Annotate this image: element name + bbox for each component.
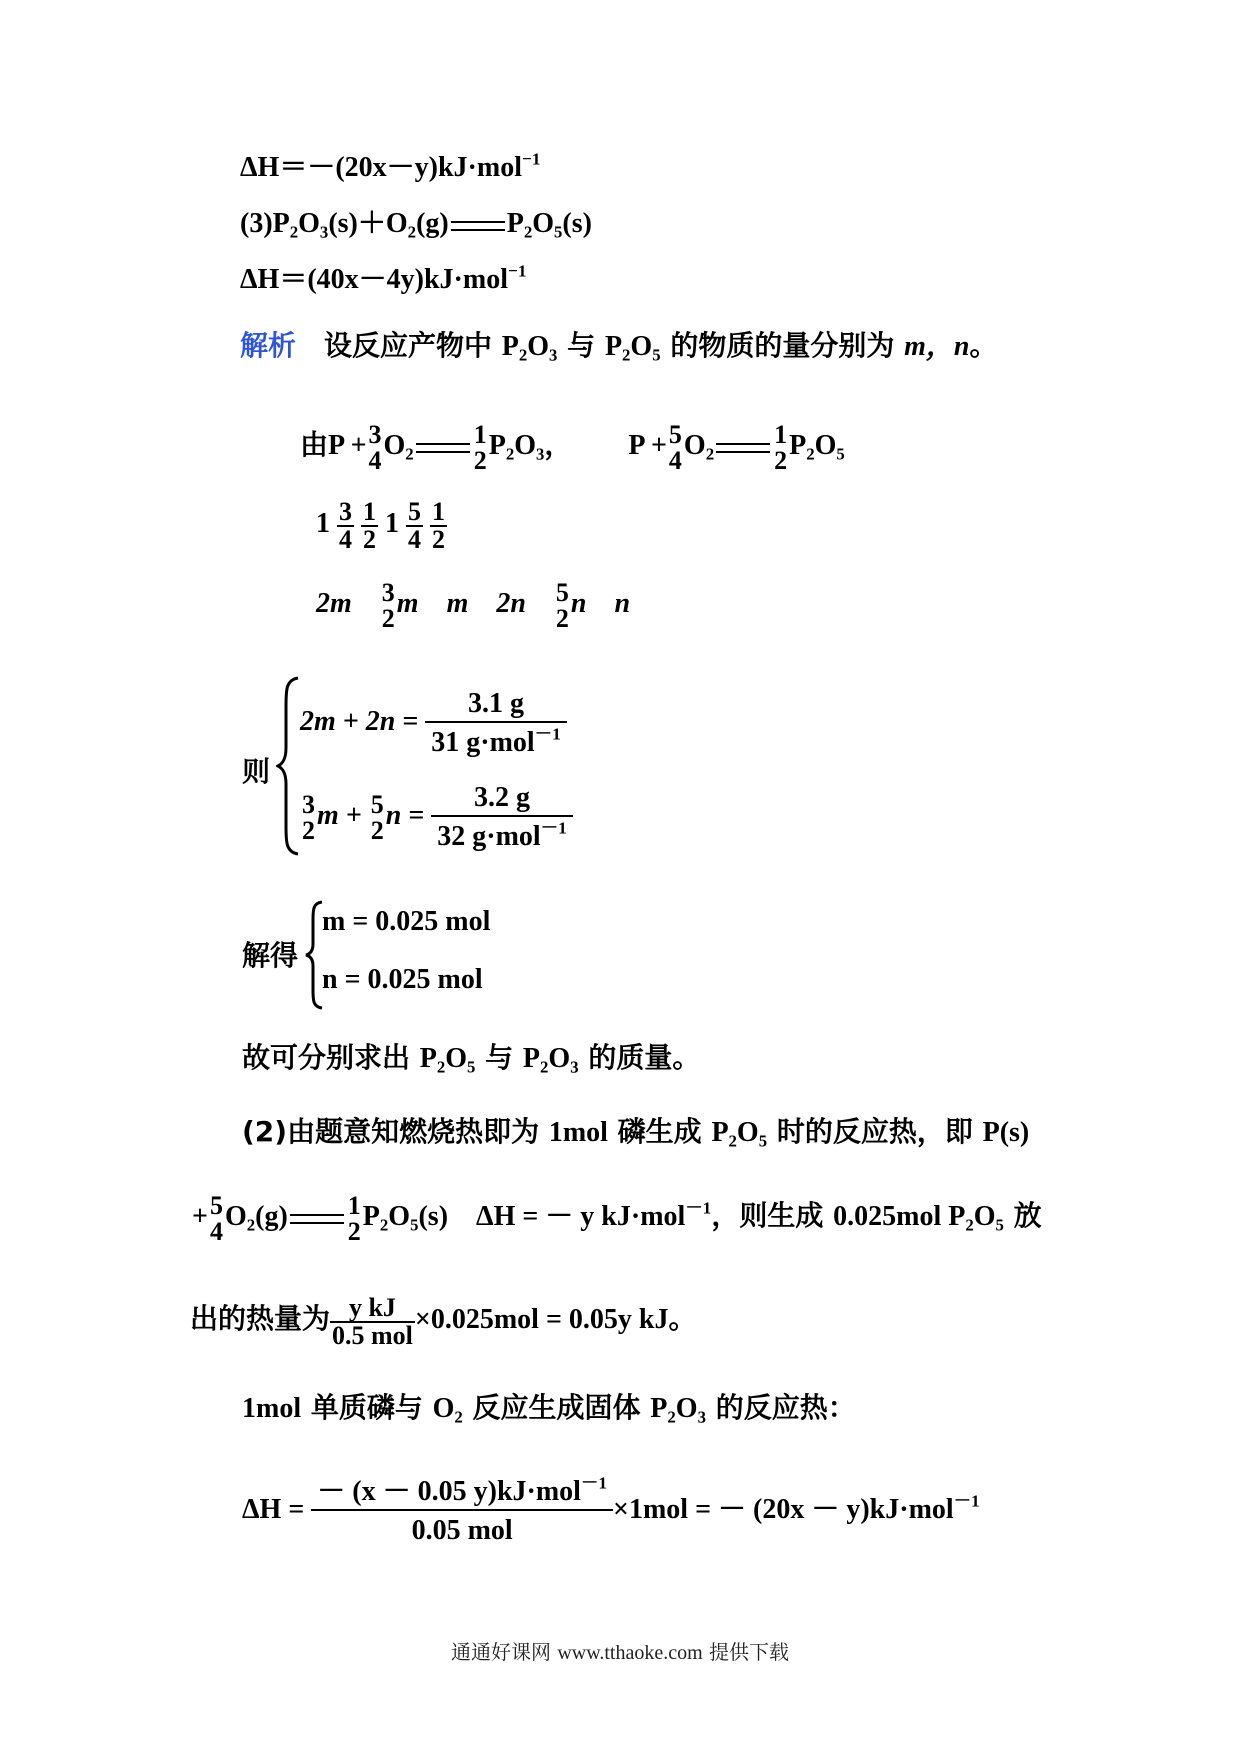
part3-d: 反应生成固体 bbox=[462, 1391, 651, 1424]
eq-prefix: 由 bbox=[300, 428, 329, 461]
conclusion-text-b: 与 bbox=[475, 1041, 523, 1074]
system-eq1-lhs: 2m + 2n = bbox=[300, 706, 419, 737]
mol-f: n bbox=[614, 588, 631, 619]
coef-3: $\frac{1}{2}$ bbox=[363, 496, 376, 554]
eq2-o2: O₂ bbox=[683, 430, 715, 461]
analysis-formula-2: P₂O₅ bbox=[604, 331, 661, 362]
system-eq2-var-a: m + bbox=[317, 800, 362, 831]
conclusion-formula-2: P₂O₃ bbox=[522, 1043, 579, 1074]
system-eq2-var-b: n = bbox=[385, 800, 425, 831]
part2-l1-f: P(s) bbox=[982, 1117, 1030, 1148]
eq2-frac-1: 5 4 bbox=[668, 419, 682, 475]
eq2-frac-2: 1 2 bbox=[774, 419, 788, 475]
conclusion-text-c: 的质量。 bbox=[578, 1041, 701, 1074]
reaction-arrow bbox=[451, 221, 505, 231]
system-prefix: 则 bbox=[242, 755, 271, 788]
analysis-text-d: 。 bbox=[969, 329, 998, 362]
part2-l1-b: 1mol bbox=[548, 1117, 608, 1148]
part3-a: 1mol bbox=[242, 1393, 302, 1424]
part2-delta-h-sup: －1 bbox=[685, 1198, 712, 1218]
final-rhs: ×1mol = － (20x － y)kJ·mol bbox=[613, 1494, 954, 1525]
part3-e: P₂O₃ bbox=[650, 1393, 706, 1424]
conclusion-text-a: 故可分别求出 bbox=[242, 1041, 420, 1074]
analysis-line bbox=[240, 328, 997, 365]
part2-l1-d: P₂O₅ bbox=[711, 1117, 768, 1148]
analysis-text-c: 的物质的量分别为 bbox=[660, 329, 905, 362]
system-eq-1 bbox=[300, 682, 567, 762]
footer-download-text: 提供下载 bbox=[709, 1640, 790, 1664]
mol-b-var: m bbox=[396, 588, 419, 619]
solve-brace bbox=[304, 900, 324, 1010]
conclusion-formula-1: P₂O₅ bbox=[419, 1043, 476, 1074]
analysis-text-a: 设反应产物中 bbox=[324, 329, 502, 362]
equation-row bbox=[300, 415, 845, 475]
system-eq2-frac-a: 3 2 bbox=[302, 789, 315, 845]
delta-h-3-sup: −1 bbox=[508, 261, 527, 281]
part2-line-2 bbox=[192, 1184, 1042, 1248]
analysis-formula-1: P₂O₃ bbox=[501, 331, 558, 362]
part2-plus: + bbox=[192, 1201, 208, 1232]
part2-l1-e: 时的反应热，即 bbox=[767, 1115, 983, 1148]
delta-h-1-text: ΔH＝－(20x－y)kJ·mol bbox=[240, 152, 522, 183]
part2-l2-d: 放 bbox=[1003, 1199, 1042, 1232]
system-eq2-frac: $\frac{3.2 g}{32 g\cdot mol^{-1}}$ bbox=[431, 784, 573, 851]
analysis-text-b: 与 bbox=[557, 329, 605, 362]
analysis-label: 解析 bbox=[240, 329, 297, 362]
final-frac: $\frac{- (x - 0.05 y)kJ\cdot mol^{-1}}{\text{0.05 mol}}$ bbox=[311, 1478, 613, 1545]
mol-a: 2m bbox=[316, 588, 352, 619]
part3-line bbox=[242, 1390, 856, 1427]
part2-l1-c: 磷生成 bbox=[607, 1115, 712, 1148]
solve-n: n = 0.025 mol bbox=[322, 964, 483, 995]
eq1-arrow bbox=[416, 443, 470, 453]
delta-h-1-sup: −1 bbox=[522, 149, 541, 169]
coef-4: 1 bbox=[385, 508, 399, 539]
footer-url[interactable]: www.tthaoke.com bbox=[557, 1642, 703, 1664]
mol-e-var: n bbox=[570, 588, 587, 619]
eq2-product: P₂O₅ bbox=[789, 430, 845, 461]
reaction-3-label: (3) bbox=[240, 208, 273, 239]
part2-l2-b: ，则生成 bbox=[711, 1199, 834, 1232]
reaction-3-p2o5: P₂O₅(s) bbox=[506, 208, 592, 239]
part2-l3-a: 出的热量为 bbox=[190, 1302, 331, 1335]
eq1-product: P₂O₃， bbox=[488, 430, 573, 461]
part3-f: 的反应热： bbox=[705, 1391, 856, 1424]
part2-line-3 bbox=[190, 1284, 697, 1354]
part2-line-1 bbox=[242, 1114, 1029, 1151]
part3-c: O₂ bbox=[432, 1393, 463, 1424]
part2-heat-frac: $\frac{\text{y kJ}}{\text{0.5 mol}}$ bbox=[332, 1292, 413, 1350]
final-rhs-sup: －1 bbox=[953, 1491, 980, 1511]
mol-c: m bbox=[446, 588, 469, 619]
eq1-lhs: P + bbox=[328, 430, 367, 461]
analysis-vars: m，n bbox=[904, 331, 970, 362]
reaction-3 bbox=[240, 206, 592, 242]
coefficient-row bbox=[316, 494, 447, 554]
eq2-arrow bbox=[716, 443, 770, 453]
eq1-frac-2: 1 2 bbox=[473, 419, 487, 475]
reaction-3-plus: ＋ bbox=[357, 208, 386, 239]
page-footer bbox=[0, 1636, 1240, 1665]
conclusion-line bbox=[242, 1040, 700, 1077]
part2-product: P₂O₅(s) bbox=[362, 1201, 449, 1232]
coef-2: $\frac{3}{4}$ bbox=[339, 496, 352, 554]
system-eq2-frac-b: 5 2 bbox=[370, 789, 384, 845]
part2-l1-a: (2)由题意知燃烧热即为 bbox=[242, 1115, 549, 1148]
part2-l3-b: ×0.025mol = 0.05y kJ。 bbox=[414, 1304, 697, 1335]
mol-row bbox=[316, 574, 630, 634]
coef-5: $\frac{5}{4}$ bbox=[408, 496, 421, 554]
part2-delta-h: ΔH = － y kJ·mol bbox=[476, 1201, 686, 1232]
part2-l2-c: 0.025mol P₂O₅ bbox=[833, 1201, 1004, 1232]
mol-d: 2n bbox=[496, 588, 526, 619]
part3-b: 单质磷与 bbox=[301, 1391, 433, 1424]
reaction-3-o2: O₂(g) bbox=[385, 208, 449, 239]
coef-6: $\frac{1}{2}$ bbox=[432, 496, 445, 554]
system-eq1-frac: $\frac{3.1 g}{31 g\cdot mol^{-1}}$ bbox=[425, 690, 567, 757]
solve-m: m = 0.025 mol bbox=[322, 906, 491, 937]
part2-o2: O₂(g) bbox=[224, 1201, 288, 1232]
mol-e-frac: 5 2 bbox=[555, 577, 569, 633]
solve-prefix: 解得 bbox=[242, 939, 299, 972]
footer-site-name: 通通好课网 bbox=[450, 1640, 551, 1664]
eq1-o2: O₂ bbox=[383, 430, 414, 461]
reaction-3-p2o3: P₂O₃(s) bbox=[272, 208, 358, 239]
final-lhs: ΔH = bbox=[242, 1494, 305, 1525]
delta-h-3-text: ΔH＝(40x－4y)kJ·mol bbox=[240, 264, 508, 295]
final-equation bbox=[242, 1470, 980, 1550]
delta-h-line-1 bbox=[240, 150, 541, 186]
part2-frac-1: 5 4 bbox=[209, 1190, 223, 1246]
part2-arrow bbox=[290, 1214, 344, 1224]
delta-h-line-3 bbox=[240, 262, 527, 298]
coef-1: 1 bbox=[316, 508, 330, 539]
part2-frac-2: 1 2 bbox=[347, 1190, 361, 1246]
mol-b-frac: 3 2 bbox=[381, 577, 395, 633]
system-brace bbox=[276, 676, 300, 856]
eq2-lhs: P + bbox=[628, 430, 667, 461]
system-eq-2 bbox=[300, 776, 573, 856]
eq1-frac-1: 3 4 bbox=[368, 419, 382, 475]
